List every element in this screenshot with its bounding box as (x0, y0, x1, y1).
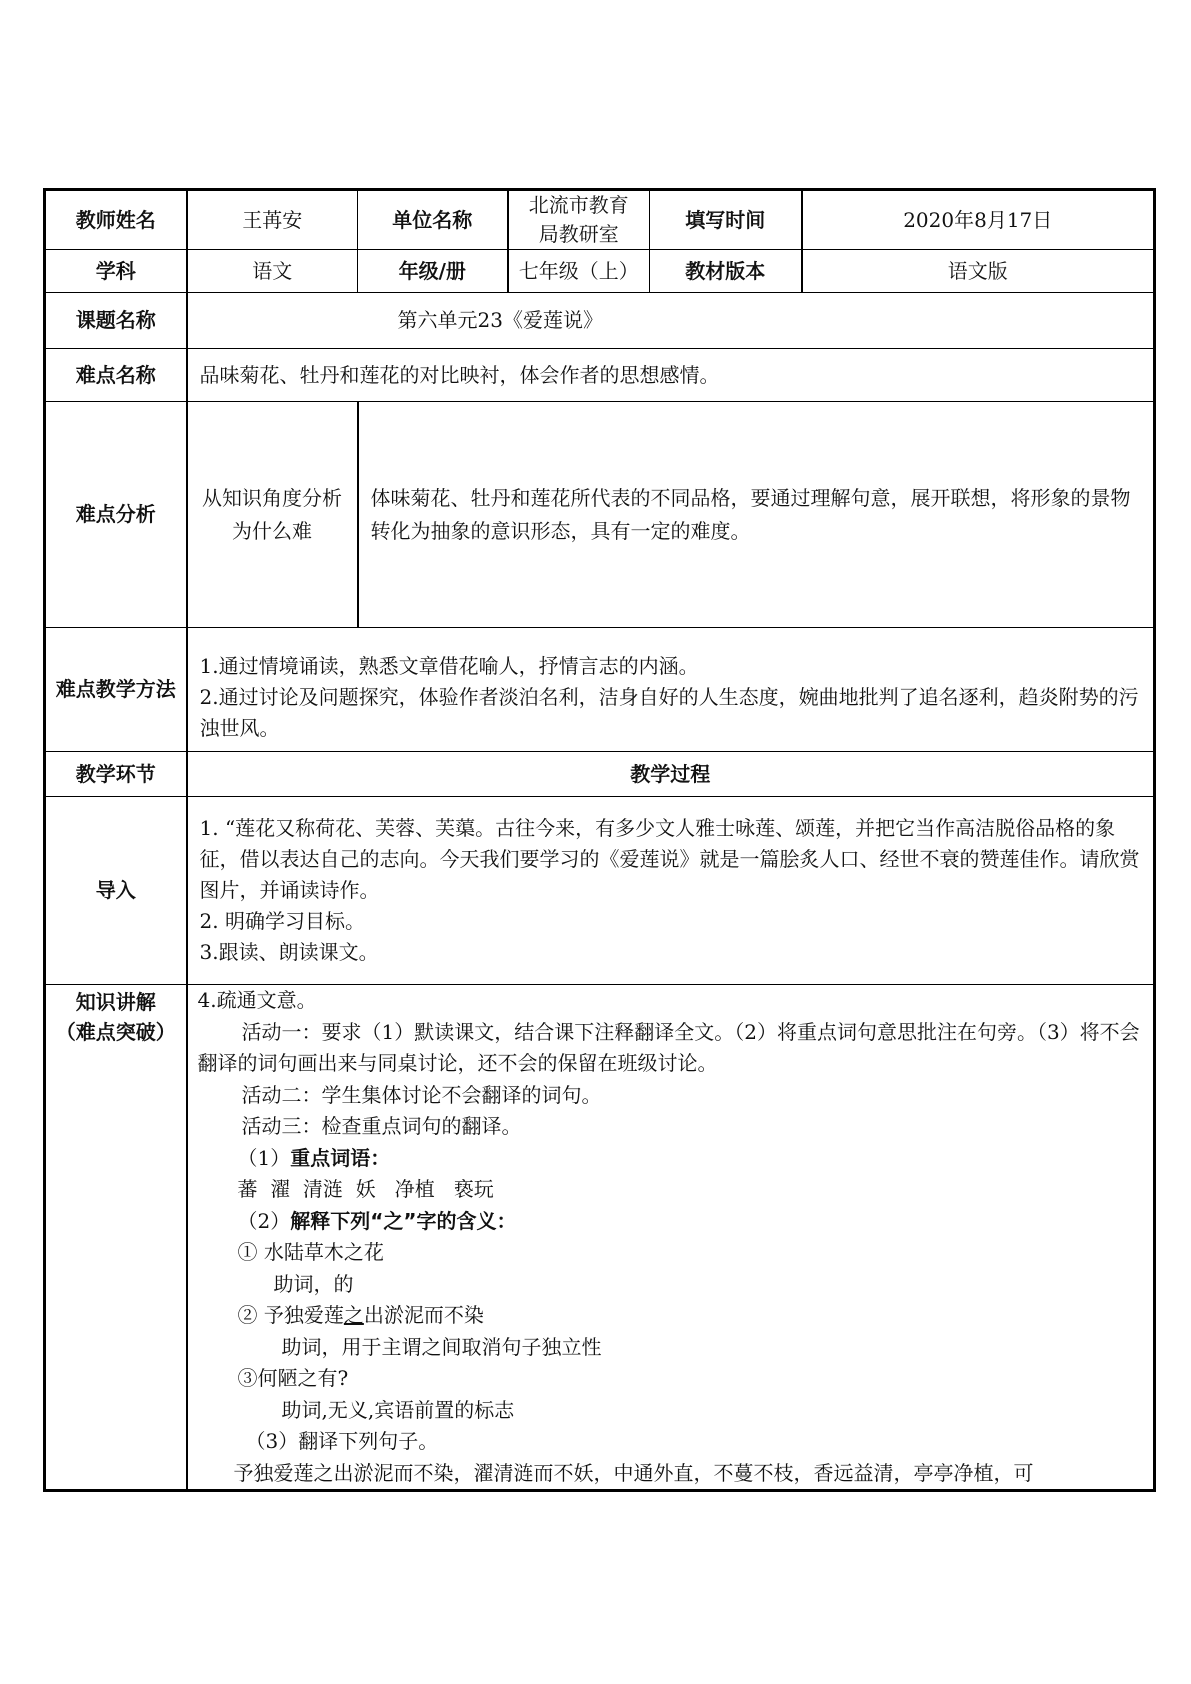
analysis-label: 难点分析 (45, 402, 187, 628)
zhi-2-question (198, 1300, 1142, 1332)
topic-value: 第六单元23《爱莲说》 (187, 293, 1155, 349)
knowledge-content (187, 985, 1155, 1491)
subject-label: 学科 (45, 250, 187, 293)
translate-heading: （3）翻译下列句子。 (245, 1429, 439, 1453)
knowledge-activity-2: 活动二：学生集体讨论不会翻译的词句。 (241, 1082, 602, 1107)
analysis-value: 体味菊花、牡丹和莲花所代表的不同品格，要通过理解句意，展开联想，将形象的景物转化为抽象的意识形态，具有一定的难度。 (358, 402, 1155, 628)
zhi-3-answer: 助词,无义,宾语前置的标志 (281, 1397, 515, 1422)
zhi-title: 解释下列“之”字的含义： (290, 1208, 517, 1233)
vocab-title: 重点词语： (290, 1145, 391, 1170)
topic-row (45, 293, 1155, 349)
difficulty-value: 品味菊花、牡丹和莲花的对比映衬，体会作者的思想感情。 (187, 349, 1155, 402)
zhi-heading (198, 1206, 1142, 1238)
header-row-1 (45, 190, 1155, 250)
unit-value: 北流市教育局教研室 (508, 190, 650, 250)
knowledge-item-4: 4.疏通文意。 (197, 988, 317, 1012)
vocab-words: 蕃 濯 清涟 妖 净植 亵玩 (237, 1177, 494, 1201)
intro-line-3: 3.跟读、朗读课文。 (199, 940, 379, 964)
zhi-3-question: ③何陋之有? (237, 1366, 349, 1390)
method-line-2: 2.通过讨论及问题探究，体验作者淡泊名利，洁身自好的人生态度，婉曲地批判了追名逐利，趋炎附势的污浊世风。 (199, 685, 1139, 740)
vocab-heading (198, 1143, 1142, 1175)
method-row (45, 628, 1155, 752)
knowledge-label-line-1: 知识讲解 (75, 990, 156, 1014)
teacher-label: 教师姓名 (45, 190, 187, 250)
method-label: 难点教学方法 (45, 628, 187, 752)
knowledge-activity-3: 活动三：检查重点词句的翻译。 (241, 1114, 522, 1138)
difficulty-row (45, 349, 1155, 402)
method-line-1: 1.通过情境诵读，熟悉文章借花喻人，抒情言志的内涵。 (199, 654, 699, 678)
lesson-plan-table (43, 188, 1156, 1492)
knowledge-activity-1: 活动一：要求（1）默读课文，结合课下注释翻译全文。（2）将重点词句意思批注在句旁。（3）将不会翻译的词句画出来与同桌讨论，还不会的保留在班级讨论。 (197, 1019, 1140, 1075)
grade-value: 七年级（上） (508, 250, 650, 293)
difficulty-label: 难点名称 (45, 349, 187, 402)
process-header-row (45, 752, 1155, 797)
zhi-2-answer: 助词，用于主谓之间取消句子独立性 (281, 1334, 602, 1359)
intro-line-1: 1. “莲花又称荷花、芙蓉、芙蕖。古往今来，有多少文人雅士咏莲、颂莲，并把它当作高洁脱俗品格的象征，借以表达自己的志向。今天我们要学习的《爱莲说》就是一篇脍炙人口、经世不衰的赞莲佳作。请欣赏图片，并诵读诗作。 (199, 816, 1140, 902)
edition-value: 语文版 (802, 250, 1155, 293)
intro-line-2: 2. 明确学习目标。 (199, 909, 365, 933)
process-label: 教学环节 (45, 752, 187, 797)
topic-label: 课题名称 (45, 293, 187, 349)
unit-label: 单位名称 (358, 190, 508, 250)
analysis-row (45, 402, 1155, 628)
teacher-value: 王苒安 (187, 190, 358, 250)
intro-row (45, 797, 1155, 985)
zhi-num: （2） (237, 1208, 291, 1233)
intro-content (187, 797, 1155, 985)
process-title: 教学过程 (187, 752, 1155, 797)
zhi-2-underlined: 之 (343, 1303, 364, 1327)
knowledge-row (45, 985, 1155, 1491)
knowledge-label-line-2: （难点突破） (55, 1020, 176, 1044)
translate-sentence: 予独爱莲之出淤泥而不染，濯清涟而不妖，中通外直，不蔓不枝，香远益清，亭亭净植，可 (233, 1460, 1034, 1485)
analysis-sub-label: 从知识角度分析为什么难 (187, 402, 358, 628)
zhi-1-answer: 助词，的 (273, 1271, 354, 1296)
date-label: 填写时间 (650, 190, 802, 250)
edition-label: 教材版本 (650, 250, 802, 293)
zhi-2-post: 出淤泥而不染 (363, 1303, 484, 1327)
date-value: 2020年8月17日 (802, 190, 1155, 250)
vocab-num: （1） (237, 1145, 291, 1170)
intro-label: 导入 (45, 797, 187, 985)
knowledge-label (45, 985, 187, 1491)
zhi-1-question: ① 水陆草木之花 (237, 1240, 384, 1264)
zhi-2-pre: ② 予独爱莲 (237, 1303, 344, 1327)
method-content (187, 628, 1155, 752)
header-row-2 (45, 250, 1155, 293)
subject-value: 语文 (187, 250, 358, 293)
grade-label: 年级/册 (358, 250, 508, 293)
